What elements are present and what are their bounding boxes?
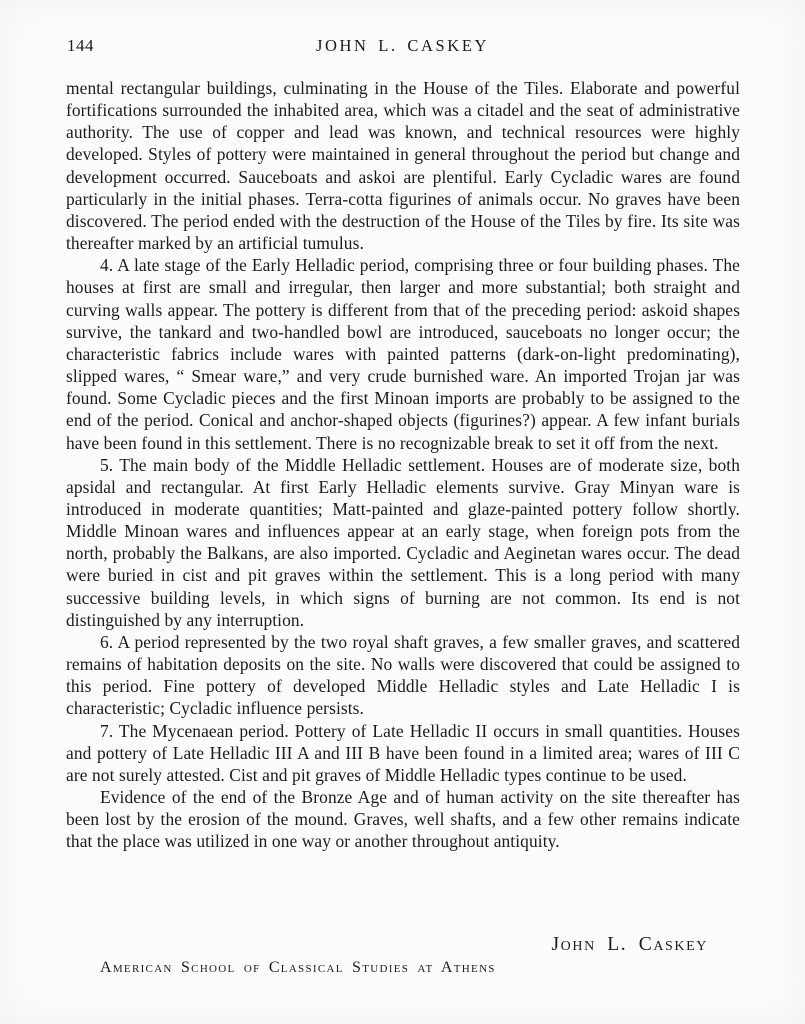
paragraph-period-6: 6. A period represented by the two royal shaft graves, a few smaller graves, and scattered remains of habitation deposits on the site. No walls were discovered that could be assigned to this period. Fine pottery of developed Middle Helladic styles and Late Helladic I is characteristic; Cycladic influence persists. (66, 631, 740, 719)
running-header-title: JOHN L. CASKEY (315, 36, 490, 55)
page-number: 144 (67, 36, 94, 55)
paragraph-period-4: 4. A late stage of the Early Helladic period, comprising three or four building phases. The houses at first are small and irregular, then larger and more substantial; both straight and curving walls appear. The pottery is different from that of the preceding period: askoid shapes survive, the tankard and two-handled bowl are introduced, sauceboats no longer occur; the characteristic fabrics include wares with painted patterns (dark-on-light predominating), slipped wares, “ Smear ware,” and very crude burnished ware. An imported Trojan jar was found. Some Cycladic pieces and the first Minoan imports are probably to be assigned to the end of the period. Conical and anchor-shaped objects (figurines?) appear. A few infant burials have been found in this settlement. There is no recognizable break to set it off from the next. (66, 255, 740, 453)
author-signature: John L. Caskey (551, 934, 708, 955)
paragraph-conclusion: Evidence of the end of the Bronze Age and of human activity on the site thereafter has been lost by the erosion of the mound. Graves, well shafts, and a few other remains indicate that the place was utilized in one way or another throughout antiquity. (66, 787, 740, 852)
body-text-column (66, 77, 740, 852)
author-affiliation: American School of Classical Studies at Athens (100, 959, 496, 976)
page-header (0, 36, 805, 58)
paragraph-continuation: mental rectangular buildings, culminating in the House of the Tiles. Elaborate and powerful fortifications surrounded the inhabited area, which was a citadel and the seat of administrative authority. The use of copper and lead was known, and technical resources were highly developed. Styles of pottery were maintained in general throughout the period but change and development occurred. Sauceboats and askoi are plentiful. Early Cycladic wares are found particularly in the initial phases. Terra-cotta figurines of animals occur. No graves have been discovered. The period ended with the destruction of the House of the Tiles by fire. Its site was thereafter marked by an artificial tumulus. (66, 78, 740, 254)
paragraph-period-5: 5. The main body of the Middle Helladic settlement. Houses are of moderate size, both apsidal and rectangular. At first Early Helladic elements survive. Gray Minyan ware is introduced in moderate quantities; Matt-painted and glaze-painted pottery follow shortly. Middle Minoan wares and influences appear at an early stage, when foreign pots from the north, probably the Balkans, are also imported. Cycladic and Aeginetan wares occur. The dead were buried in cist and pit graves within the settlement. This is a long period with many successive building levels, in which signs of burning are not common. Its end is not distinguished by any interruption. (66, 454, 740, 630)
paragraph-period-7: 7. The Mycenaean period. Pottery of Late Helladic II occurs in small quantities. Houses and pottery of Late Helladic III A and III B have been found in a limited area; wares of III C are not surely attested. Cist and pit graves of Middle Helladic types continue to be used. (66, 720, 740, 785)
